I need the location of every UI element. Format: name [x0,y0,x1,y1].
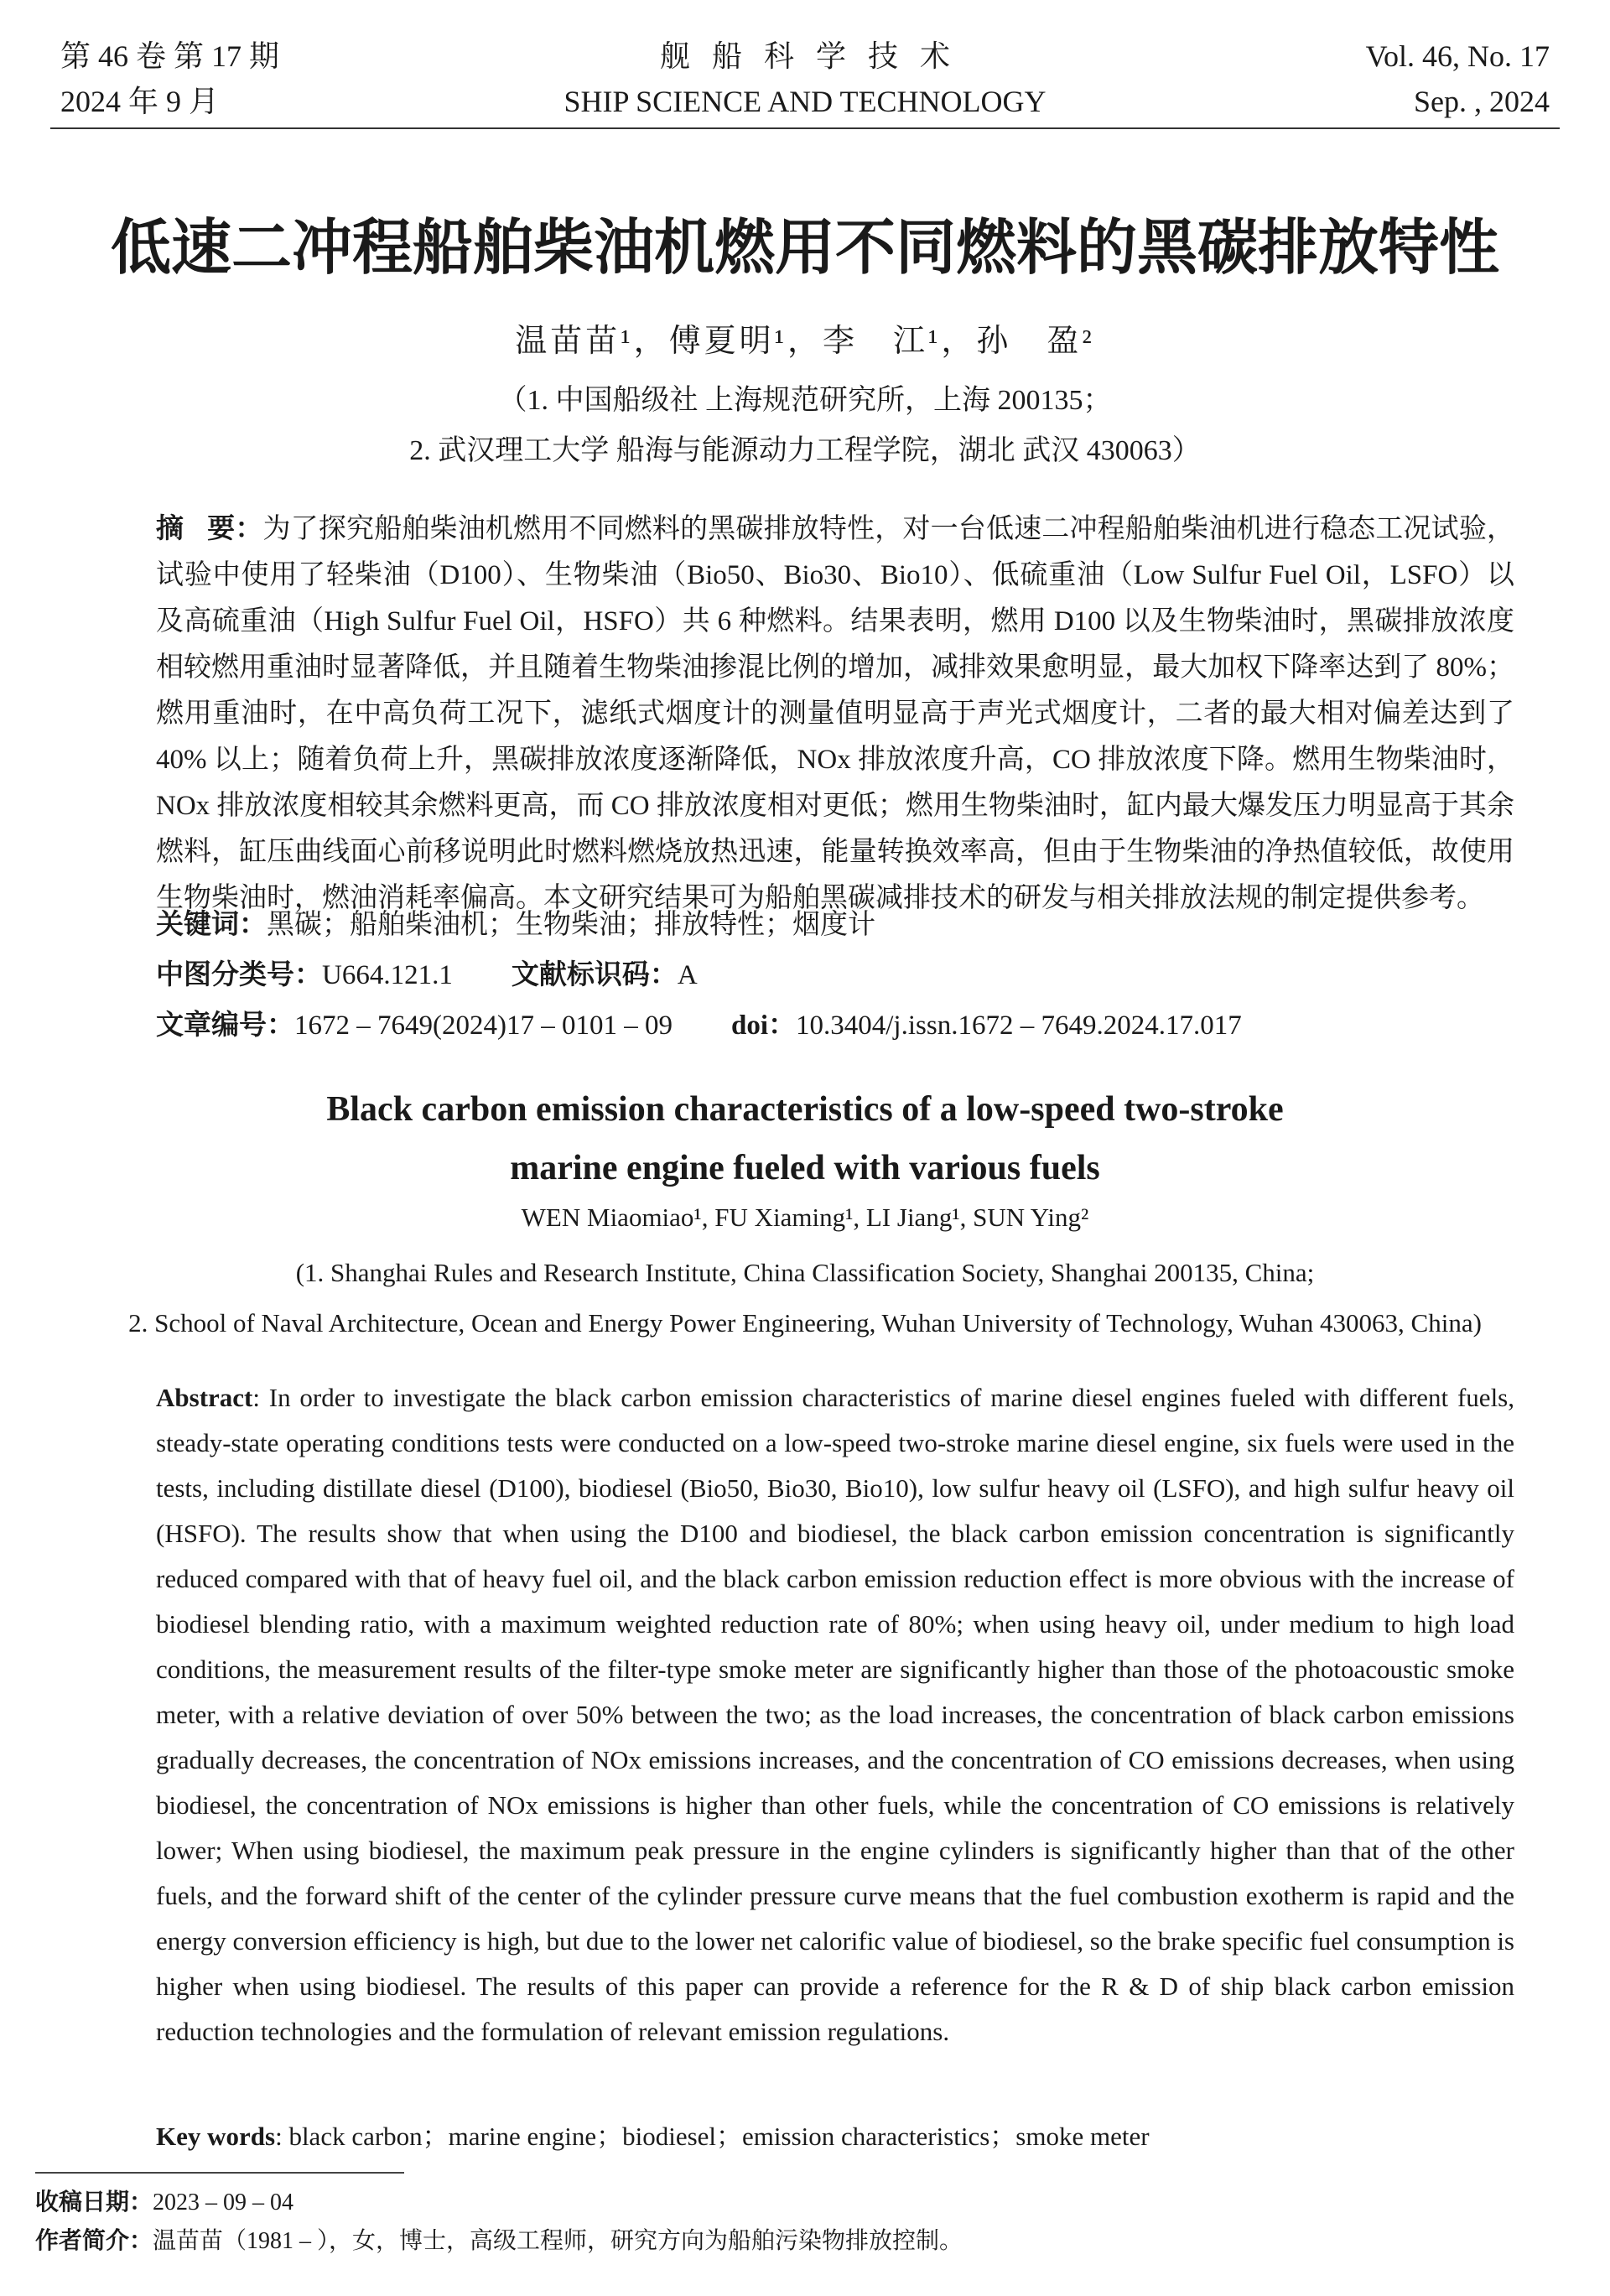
page-header [0,0,1610,126]
title-en-line-1: Black carbon emission characteristics of a low-speed two-stroke [326,1090,1284,1129]
bio-value: 温苗苗（1981 – ），女，博士，高级工程师，研究方向为船舶污染物排放控制。 [153,2228,963,2254]
clc-value: U664.121.1 [322,960,453,990]
volume-issue-en: Vol. 46, No. 17 [1365,39,1550,73]
affiliation-en-1: (1. Shanghai Rules and Research Institute, China Classification Society, Shanghai 200135, China; [295,1258,1315,1287]
journal-name-en: SHIP SCIENCE AND TECHNOLOGY [564,85,1046,118]
affiliation-en-2: 2. School of Naval Architecture, Ocean and Energy Power Engineering, Wuhan University of Technology, Wuhan 430063, China) [128,1308,1482,1338]
article-no-value: 1672 – 7649(2024)17 – 0101 – 09 [294,1010,673,1041]
classification-line [156,954,1514,995]
article-number-line [156,1005,1514,1046]
header-divider [50,127,1560,129]
received-date-line [35,2184,1578,2221]
keywords-cn-text: 黑碳；船舶柴油机；生物柴油；排放特性；烟度计 [267,910,875,940]
keywords-en-text: : black carbon；marine engine；biodiesel；emission characteristics；smoke meter [275,2122,1150,2151]
header-right [1366,34,1550,124]
clc-label: 中图分类号： [156,958,322,990]
affiliations-cn [0,376,1610,476]
title-en-line-2: marine engine fueled with various fuels [510,1149,1100,1187]
paper-title-en [0,1080,1610,1197]
doi-value: 10.3404/j.issn.1672 – 7649.2024.17.017 [796,1010,1242,1041]
abstract-cn-text: 为了探究船舶柴油机燃用不同燃料的黑碳排放特性，对一台低速二冲程船舶柴油机进行稳态工况试验，试验中使用了轻柴油（D100）、生物柴油（Bio50、Bio30、Bio10）、低硫重油（Low Sulfur Fuel Oil，LSFO）以及高硫重油（High Sulfur Fuel Oil，HSFO）共 6 种燃料。结果表明，燃用 D100 以及生物柴油时，黑碳排放浓度相较燃用重油时显著降低，并且随着生物柴油掺混比例的增加，减排效果愈明显，最大加权下降率达到了 80%；燃用重油时，在中高负荷工况下，滤纸式烟度计的测量值明显高于声光式烟度计，二者的最大相对偏差达到了 40% 以上；随着负荷上升，黑碳排放浓度逐渐降低，NOx 排放浓度升高，CO 排放浓度下降。燃用生物柴油时，NOx 排放浓度相较其余燃料更高，而 CO 排放浓度相对更低；燃用生物柴油时，缸内最大爆发压力明显高于其余燃料，缸压曲线面心前移说明此时燃料燃烧放热迅速，能量转换效率高，但由于生物柴油的净热值较低，故使用生物柴油时，燃油消耗率偏高。本文研究结果可为船舶黑碳减排技术的研发与相关排放法规的制定提供参考。 [156,514,1515,913]
paper-title-cn: 低速二冲程船舶柴油机燃用不同燃料的黑碳排放特性 [110,212,1499,283]
abstract-cn [156,505,1514,922]
keywords-cn [156,904,1514,945]
authors-en: WEN Miaomiao¹, FU Xiaming¹, LI Jiang¹, SUN Ying² [521,1203,1089,1232]
abstract-en-label: Abstract [156,1383,253,1412]
doi-label: doi： [730,1010,797,1041]
doc-code-value: A [677,960,698,990]
bio-label: 作者简介： [35,2226,153,2254]
received-label: 收稿日期： [35,2188,153,2215]
abstract-en-text: : In order to investigate the black carbon emission characteristics of marine diesel engines fueled with different fuels, steady-state operating conditions tests were conducted on a low-speed two-stroke marine diesel engine, six fuels were used in the tests, including distillate diesel (D100), biodiesel (Bio50, Bio30, Bio10), low sulfur heavy oil (LSFO), and high sulfur heavy oil (HSFO). The results show that when using the D100 and biodiesel, the black carbon emission concentration is significantly reduced compared with that of heavy fuel oil, and the black carbon emission reduction effect is more obvious with the increase of biodiesel blending ratio, with a maximum weighted reduction rate of 80%; when using heavy oil, under medium to high load conditions, the measurement results of the filter-type smoke meter are significantly higher than those of the photoacoustic smoke meter, with a relative deviation of over 50% between the two; as the load increases, the concentration of black carbon emissions gradually decreases, the concentration of NOx emissions increases, and the concentration of CO emissions decreases, when using biodiesel, the concentration of NOx emissions is higher than other fuels, while the concentration of CO emissions is relatively lower; When using biodiesel, the maximum peak pressure in the engine cylinders is significantly higher than that of the other fuels, and the forward shift of the center of the cylinder pressure curve means that the fuel combustion exotherm is rapid and the energy conversion efficiency is high, but due to the lower net calorific value of biodiesel, so the brake specific fuel consumption is higher when using biodiesel. The results of this paper can provide a reference for the R & D of ship black carbon emission reduction technologies and the formulation of relevant emission regulations. [156,1383,1514,2046]
date-cn: 2024 年 9 月 [60,85,220,118]
affiliation-cn-1: （1. 中国船级社 上海规范研究所，上海 200135； [498,385,1112,416]
affiliations-en [0,1248,1610,1348]
abstract-cn-label-b: 要： [207,512,263,544]
keywords-en [156,2117,1514,2157]
author-bio-line [35,2222,1578,2260]
volume-issue-cn: 第 46 卷 第 17 期 [60,39,280,73]
article-no-label: 文章编号： [156,1008,294,1041]
affiliation-cn-2: 2. 武汉理工大学 船海与能源动力工程学院，湖北 武汉 430063） [409,435,1201,466]
journal-name-cn: 舰船科学技术 [659,39,972,73]
authors-cn: 温苗苗¹，傅夏明¹，李 江¹，孙 盈² [515,324,1095,359]
abstract-cn-label-a: 摘 [156,512,208,544]
abstract-en [156,1375,1514,2054]
received-value: 2023 – 09 – 04 [153,2190,294,2215]
date-en: Sep. , 2024 [1414,85,1550,118]
footnote-divider [35,2172,404,2174]
keywords-cn-label: 关键词： [156,907,267,940]
doc-code-label: 文献标识码： [511,958,678,990]
keywords-en-label: Key words [156,2122,276,2151]
